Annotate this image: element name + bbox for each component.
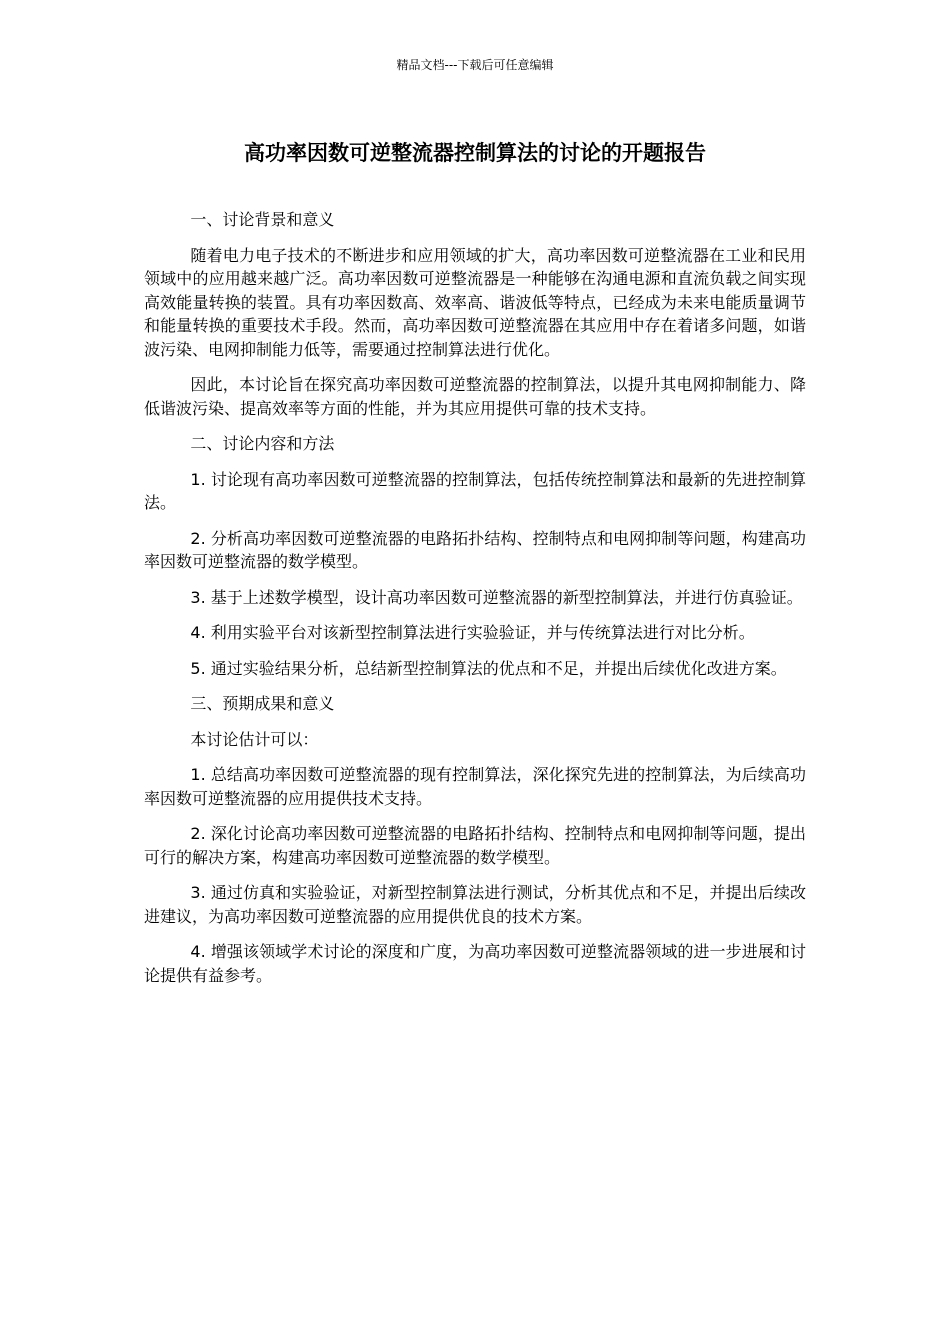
section-1-paragraph: 因此，本讨论旨在探究高功率因数可逆整流器的控制算法，以提升其电网抑制能力、降低谐波污染、提高效率等方面的性能，并为其应用提供可靠的技术支持。 — [144, 375, 806, 418]
section-3-item: 2. 深化讨论高功率因数可逆整流器的电路拓扑结构、控制特点和电网抑制等问题，提出可行的解决方案，构建高功率因数可逆整流器的数学模型。 — [144, 824, 806, 867]
document-title: 高功率因数可逆整流器控制算法的讨论的开题报告 — [244, 141, 706, 165]
section-2-item: 4. 利用实验平台对该新型控制算法进行实验验证，并与传统算法进行对比分析。 — [190, 623, 755, 642]
section-3-intro: 本讨论估计可以： — [190, 729, 319, 749]
section-3-item: 4. 增强该领域学术讨论的深度和广度，为高功率因数可逆整流器领域的进一步进展和讨论提供有益参考。 — [144, 942, 806, 985]
section-2-item: 2. 分析高功率因数可逆整流器的电路拓扑结构、控制特点和电网抑制等问题，构建高功率因数可逆整流器的数学模型。 — [144, 528, 806, 571]
document-body — [144, 208, 806, 999]
section-2-item: 1. 讨论现有高功率因数可逆整流器的控制算法，包括传统控制算法和最新的先进控制算法。 — [144, 469, 806, 512]
section-3-item: 3. 通过仿真和实验验证，对新型控制算法进行测试，分析其优点和不足，并提出后续改进建议，为高功率因数可逆整流器的应用提供优良的技术方案。 — [144, 883, 806, 926]
section-1-paragraph: 随着电力电子技术的不断进步和应用领域的扩大，高功率因数可逆整流器在工业和民用领域中的应用越来越广泛。高功率因数可逆整流器是一种能够在沟通电源和直流负载之间实现高效能量转换的装置。具有功率因数高、效率高、谐波低等特点，已经成为未来电能质量调节和能量转换的重要技术手段。然而，高功率因数可逆整流器在其应用中存在着诸多问题，如谐波污染、电网抑制能力低等，需要通过控制算法进行优化。 — [144, 245, 806, 359]
page-header: 精品文档---下载后可任意编辑 — [396, 58, 554, 72]
section-2-item: 3. 基于上述数学模型，设计高功率因数可逆整流器的新型控制算法，并进行仿真验证。 — [190, 587, 803, 607]
section-2-heading: 二、讨论内容和方法 — [190, 434, 335, 453]
section-1-heading: 一、讨论背景和意义 — [190, 210, 335, 229]
section-2-item: 5. 通过实验结果分析，总结新型控制算法的优点和不足，并提出后续优化改进方案。 — [190, 658, 787, 678]
section-3-heading: 三、预期成果和意义 — [190, 694, 335, 713]
section-3-item: 1. 总结高功率因数可逆整流器的现有控制算法，深化探究先进的控制算法，为后续高功率因数可逆整流器的应用提供技术支持。 — [144, 765, 806, 808]
